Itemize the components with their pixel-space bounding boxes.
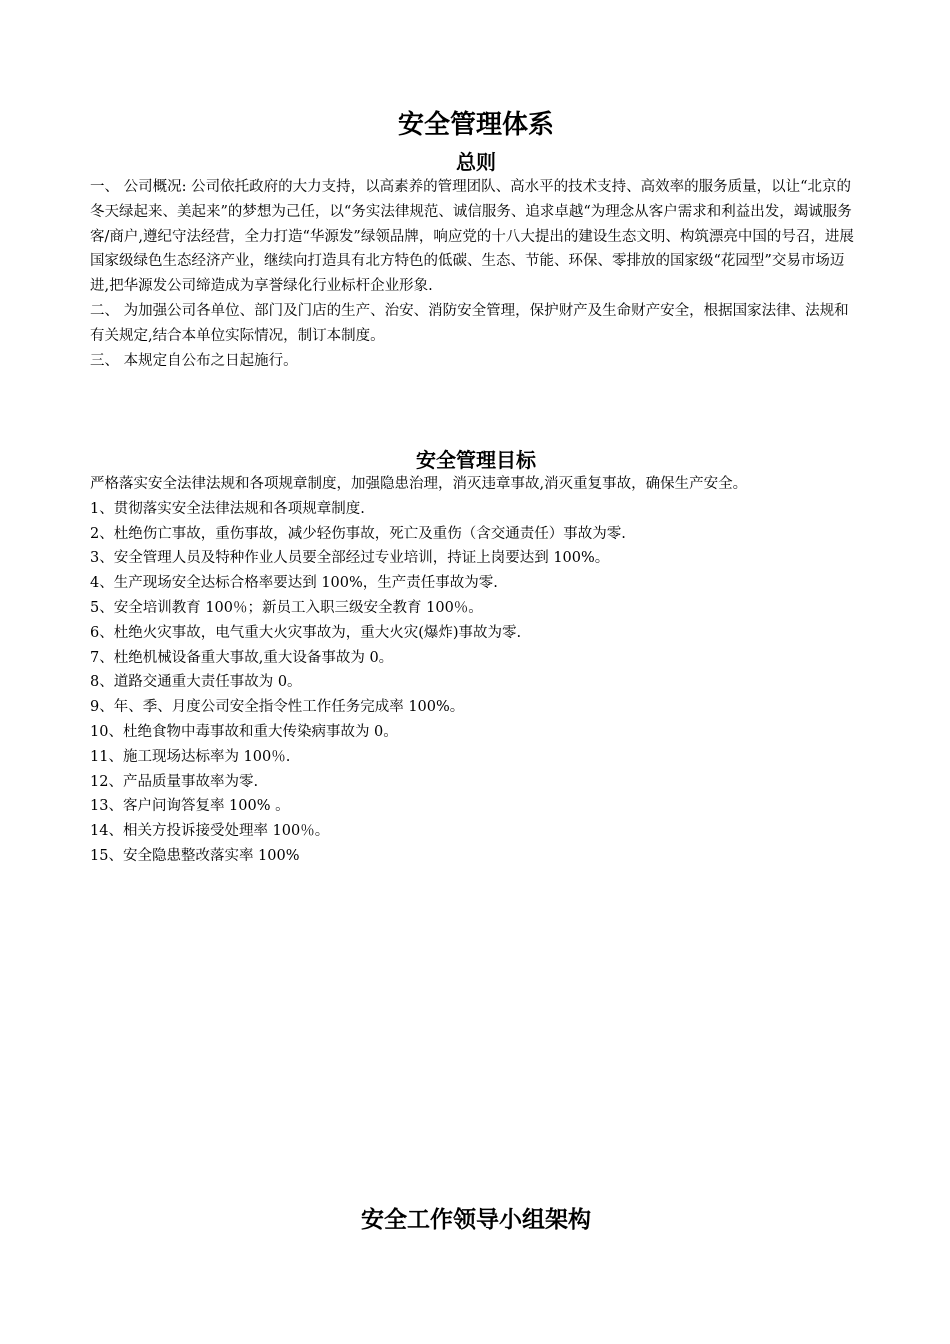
goal-item: 8、道路交通重大责任事故为 0。 [90,674,302,691]
goal-item: 2、杜绝伤亡事故，重伤事故，减少轻伤事故，死亡及重伤（含交通责任）事故为零. [90,525,626,542]
goal-item: 4、生产现场安全达标合格率要达到 100%，生产责任事故为零. [90,575,498,592]
goal-item: 11、施工现场达标率为 100％. [90,748,291,765]
general-paragraph-1: 一、 公司概况: 公司依托政府的大力支持，以高素养的管理团队、高水平的技术支持、高效率的服务质量，以让“北京的冬天绿起来、美起来”的梦想为己任，以“务实法律规范、诚信服务、追求卓越“为理念从客户需求和利益出发，竭诚服务客/商户,遵纪守法经营，全力打造“华源发”绿领品牌，响应党的十八大提出的建设生态文明、构筑漂亮中国的号召，进展国家级绿色生态经济产业，继续向打造具有北方特色的低碳、生态、节能、环保、零排放的国家级“花园型”交易市场迈进,把华源发公司缔造成为享誉绿化行业标杆企业形象. [90,179,854,295]
general-paragraph-2: 二、 为加强公司各单位、部门及门店的生产、治安、消防安全管理，保护财产及生命财产安全，根据国家法律、法规和有关规定,结合本单位实际情况，制订本制度。 [90,302,849,344]
general-heading: 总则 [456,150,496,174]
goal-item: 14、相关方投诉接受处理率 100％。 [90,823,330,840]
goal-heading: 安全管理目标 [416,448,536,472]
goal-item: 1、贯彻落实安全法律法规和各项规章制度. [90,500,365,517]
goal-item: 5、安全培训教育 100％；新员工入职三级安全教育 100％。 [90,599,483,616]
goal-item: 3、安全管理人员及特种作业人员要全部经过专业培训，持证上岗要达到 100%。 [90,550,610,567]
general-paragraph-3: 三、 本规定自公布之日起施行。 [90,352,298,369]
goal-item: 10、杜绝食物中毒事故和重大传染病事故为 0。 [90,723,398,740]
goal-item: 15、安全隐患整改落实率 100% [90,847,300,864]
goal-item: 13、客户问询答复率 100% 。 [90,798,290,815]
goal-item: 7、杜绝机械设备重大事故,重大设备事故为 0。 [90,649,394,666]
goal-item: 12、产品质量事故率为零. [90,773,259,790]
leader-heading: 安全工作领导小组架构 [361,1207,591,1233]
document-title: 安全管理体系 [397,110,554,140]
goal-intro: 严格落实安全法律法规和各项规章制度，加强隐患治理，消灭违章事故,消灭重复事故，确保生产安全。 [90,476,748,492]
goal-section [90,472,862,869]
goal-item: 6、杜绝火灾事故，电气重大火灾事故为，重大火灾(爆炸)事故为零. [90,624,522,641]
goal-item: 9、年、季、月度公司安全指令性工作任务完成率 100%。 [90,699,465,716]
general-section [90,175,862,373]
